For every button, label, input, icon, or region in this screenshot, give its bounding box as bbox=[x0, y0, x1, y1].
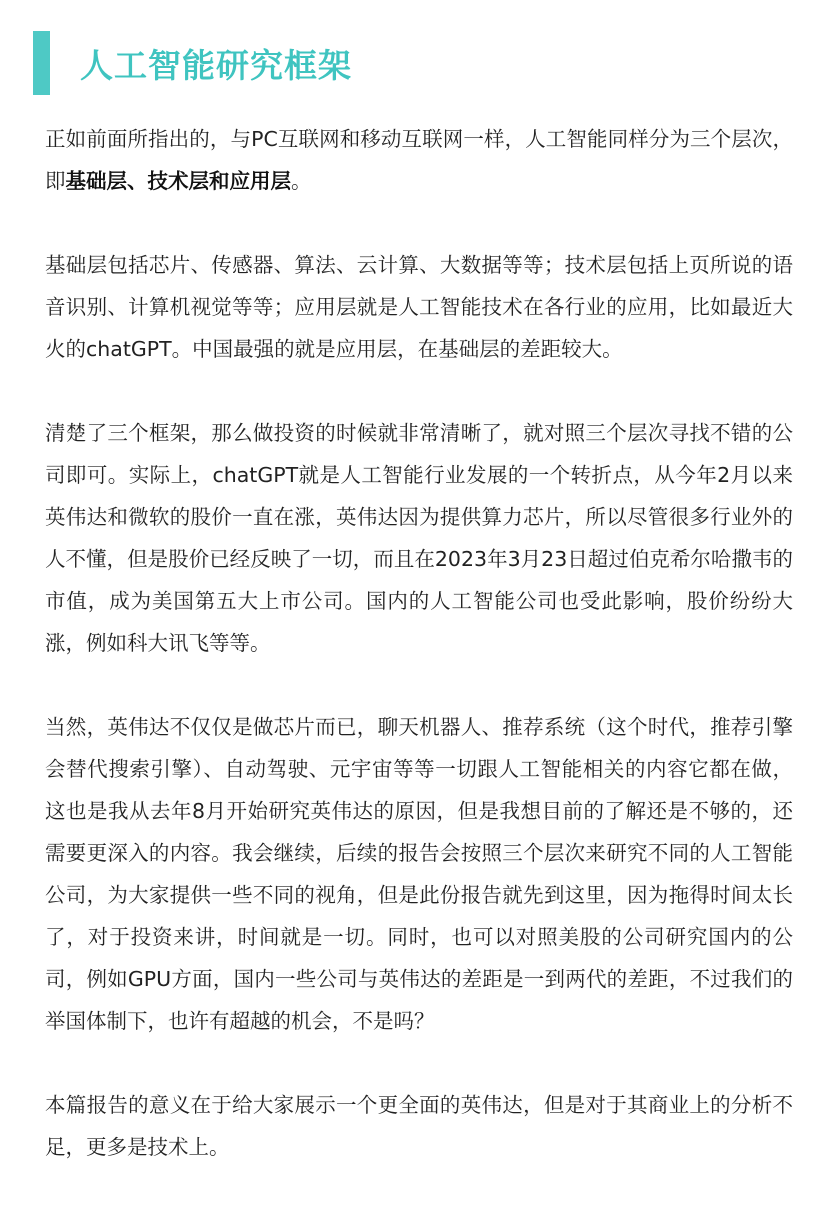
paragraph-intro bbox=[45, 118, 793, 202]
paragraph-nvidia: 当然，英伟达不仅仅是做芯片而已，聊天机器人、推荐系统（这个时代，推荐引擎会替代搜索引擎）、自动驾驶、元宇宙等等一切跟人工智能相关的内容它都在做，这也是我从去年8月开始研究英伟达的原因，但是我想目前的了解还是不够的，还需要更深入的内容。我会继续，后续的报告会按照三个层次来研究不同的人工智能公司，为大家提供一些不同的视角，但是此份报告就先到这里，因为拖得时间太长了，对于投资来讲，时间就是一切。同时，也可以对照美股的公司研究国内的公司，例如GPU方面，国内一些公司与英伟达的差距是一到两代的差距，不过我们的举国体制下，也许有超越的机会，不是吗？ bbox=[45, 715, 793, 1033]
paragraph-intro-text-b: 。 bbox=[291, 169, 312, 193]
paragraph-summary: 本篇报告的意义在于给大家展示一个更全面的英伟达，但是对于其商业上的分析不足，更多是技术上。 bbox=[45, 1093, 793, 1159]
paragraph-intro-bold: 基础层、技术层和应用层 bbox=[65, 169, 291, 193]
section-heading bbox=[33, 30, 352, 96]
heading-accent-bar bbox=[33, 31, 50, 95]
article-body bbox=[45, 118, 793, 1210]
paragraph-layers: 基础层包括芯片、传感器、算法、云计算、大数据等等；技术层包括上页所说的语音识别、计算机视觉等等；应用层就是人工智能技术在各行业的应用，比如最近大火的chatGPT。中国最强的就是应用层，在基础层的差距较大。 bbox=[45, 253, 793, 361]
paragraph-intro-text-a: 正如前面所指出的，与PC互联网和移动互联网一样，人工智能同样分为三个层次，即 bbox=[45, 127, 793, 193]
page-title: 人工智能研究框架 bbox=[80, 45, 352, 85]
paragraph-investment: 清楚了三个框架，那么做投资的时候就非常清晰了，就对照三个层次寻找不错的公司即可。实际上，chatGPT就是人工智能行业发展的一个转折点，从今年2月以来英伟达和微软的股价一直在涨，英伟达因为提供算力芯片，所以尽管很多行业外的人不懂，但是股价已经反映了一切，而且在2023年3月23日超过伯克希尔哈撒韦的市值，成为美国第五大上市公司。国内的人工智能公司也受此影响，股价纷纷大涨，例如科大讯飞等等。 bbox=[45, 421, 793, 655]
